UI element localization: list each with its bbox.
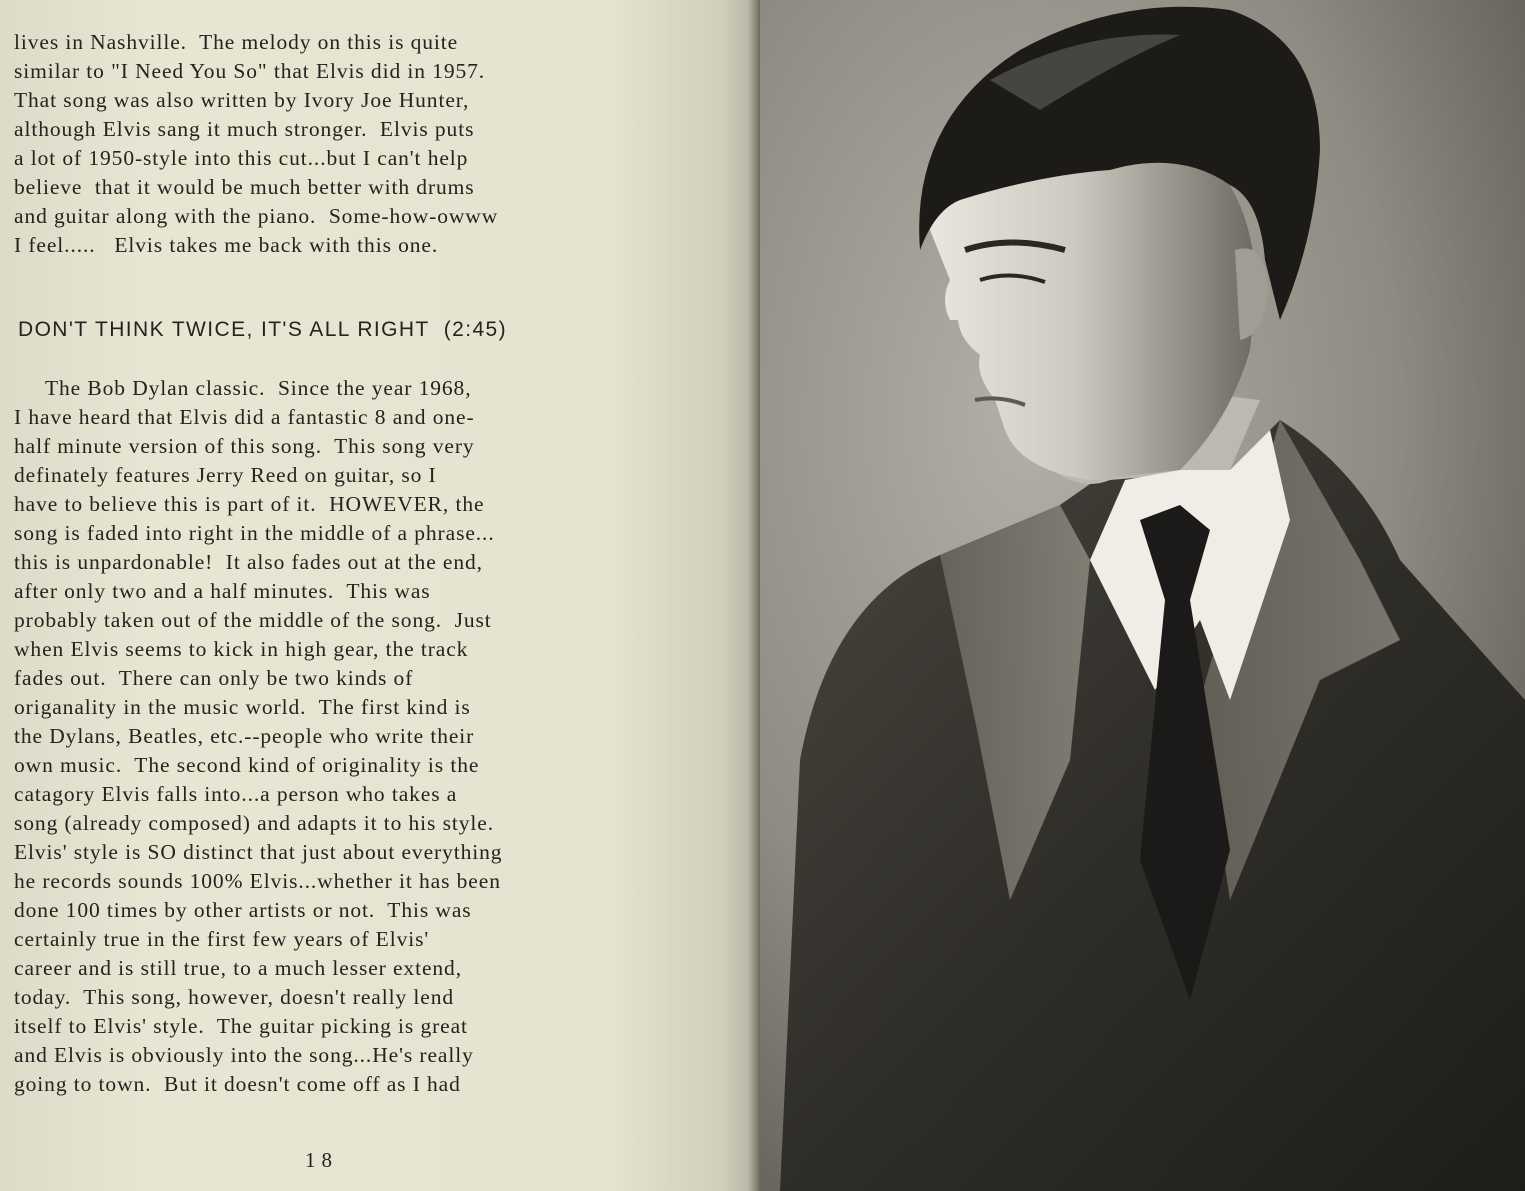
text-line: although Elvis sang it much stronger. Elvis puts — [14, 117, 475, 141]
text-line: catagory Elvis falls into...a person who takes a — [14, 782, 458, 806]
text-line: half minute version of this song. This song very — [14, 434, 475, 458]
text-line: fades out. There can only be two kinds of — [14, 666, 414, 690]
text-line: he records sounds 100% Elvis...whether it has been — [14, 869, 501, 893]
text-line: when Elvis seems to kick in high gear, the track — [14, 637, 469, 661]
text-line: certainly true in the first few years of Elvis' — [14, 927, 430, 951]
text-line: today. This song, however, doesn't really lend — [14, 985, 454, 1009]
text-line: own music. The second kind of originality is the — [14, 753, 480, 777]
text-line: this is unpardonable! It also fades out at the end, — [14, 550, 483, 574]
text-line: have to believe this is part of it. HOWEVER, the — [14, 492, 485, 516]
text-line: definately features Jerry Reed on guitar, so I — [14, 463, 437, 487]
text-line: done 100 times by other artists or not. This was — [14, 898, 472, 922]
text-line: similar to "I Need You So" that Elvis did in 1957. — [14, 59, 486, 83]
text-line: and guitar along with the piano. Some-how-owww — [14, 204, 499, 228]
text-line: I have heard that Elvis did a fantastic 8 and one- — [14, 405, 475, 429]
text-line: and Elvis is obviously into the song...He's really — [14, 1043, 474, 1067]
text-line: Elvis' style is SO distinct that just about everything — [14, 840, 503, 864]
text-line: That song was also written by Ivory Joe Hunter, — [14, 88, 470, 112]
left-page — [0, 0, 760, 1191]
text-line: after only two and a half minutes. This was — [14, 579, 431, 603]
portrait-photo — [760, 0, 1525, 1191]
text-line: a lot of 1950-style into this cut...but I can't help — [14, 146, 469, 170]
text-line: going to town. But it doesn't come off as I had — [14, 1072, 461, 1096]
song-heading: DON'T THINK TWICE, IT'S ALL RIGHT (2:45) — [18, 318, 508, 341]
paragraph-top — [14, 28, 674, 260]
text-line: probably taken out of the middle of the song. Just — [14, 608, 492, 632]
text-line: origanality in the music world. The first kind is — [14, 695, 471, 719]
text-line: career and is still true, to a much lesser extend, — [14, 956, 462, 980]
text-line: song is faded into right in the middle of a phrase... — [14, 521, 495, 545]
text-line: I feel..... Elvis takes me back with this one. — [14, 233, 439, 257]
text-line: lives in Nashville. The melody on this is quite — [14, 30, 459, 54]
page-number: 18 — [305, 1148, 338, 1172]
text-line: The Bob Dylan classic. Since the year 1968, — [14, 376, 472, 400]
text-line: itself to Elvis' style. The guitar picking is great — [14, 1014, 468, 1038]
text-line: the Dylans, Beatles, etc.--people who write their — [14, 724, 475, 748]
text-line: song (already composed) and adapts it to his style. — [14, 811, 494, 835]
paragraph-main — [14, 374, 674, 1099]
text-line: believe that it would be much better with drums — [14, 175, 475, 199]
